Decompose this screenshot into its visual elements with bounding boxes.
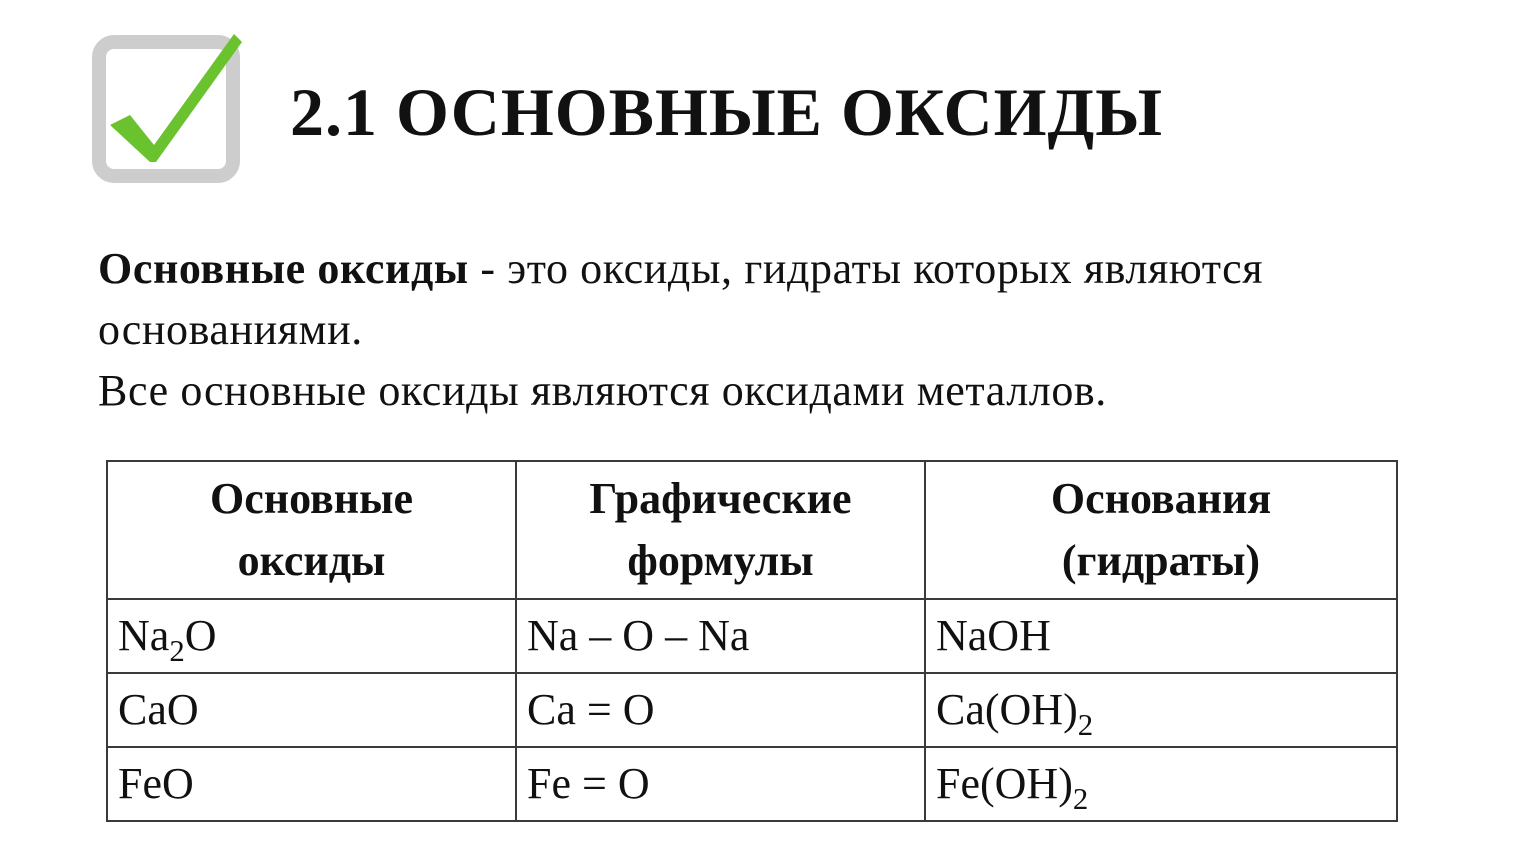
definition-note: Все основные оксиды являются оксидами металлов. (98, 366, 1107, 415)
formula-subscript: 2 (1077, 707, 1094, 742)
graphic-formula-cell: Na – O – Na (516, 599, 925, 673)
formula-text: CaO (118, 685, 199, 734)
formula-text-after: O (184, 611, 217, 660)
definition-term: Основные оксиды (98, 244, 469, 293)
formula-text: Ca(OH) (936, 685, 1078, 734)
definition-text (98, 238, 1458, 421)
table-header-row (107, 461, 1397, 599)
table-row (107, 747, 1397, 821)
definition-body: - это оксиды, гидраты которых являются основаниями. (98, 244, 1264, 354)
definition-paragraph (98, 238, 1458, 360)
table-row (107, 599, 1397, 673)
formula-text: Fe(OH) (936, 759, 1073, 808)
oxide-cell (107, 599, 516, 673)
page-title: 2.1 ОСНОВНЫЕ ОКСИДЫ (290, 74, 1164, 150)
header-graphic-line2: формулы (627, 536, 814, 585)
header-bases-line2: (гидраты) (1061, 536, 1261, 585)
graphic-formula-cell: Ca = O (516, 673, 925, 747)
formula-subscript: 2 (169, 633, 185, 668)
oxide-cell (107, 673, 516, 747)
oxides-table (106, 460, 1398, 822)
formula-text: FeO (118, 759, 194, 808)
header-oxides-line2: оксиды (237, 536, 386, 585)
header-oxides-line1: Основные (209, 474, 413, 523)
header-graphic-line1: Графические (589, 474, 852, 523)
formula-text: Na (118, 611, 170, 660)
formula-text: NaOH (936, 611, 1051, 660)
base-cell (925, 747, 1397, 821)
graphic-formula-cell: Fe = O (516, 747, 925, 821)
table-row (107, 673, 1397, 747)
oxide-cell (107, 747, 516, 821)
formula-subscript: 2 (1072, 781, 1089, 816)
header-graphic-formulas (516, 461, 925, 599)
base-cell (925, 673, 1397, 747)
header-bases-line1: Основания (1050, 474, 1272, 523)
base-cell (925, 599, 1397, 673)
checkmark-icon (92, 30, 252, 190)
header-oxides (107, 461, 516, 599)
header-bases (925, 461, 1397, 599)
